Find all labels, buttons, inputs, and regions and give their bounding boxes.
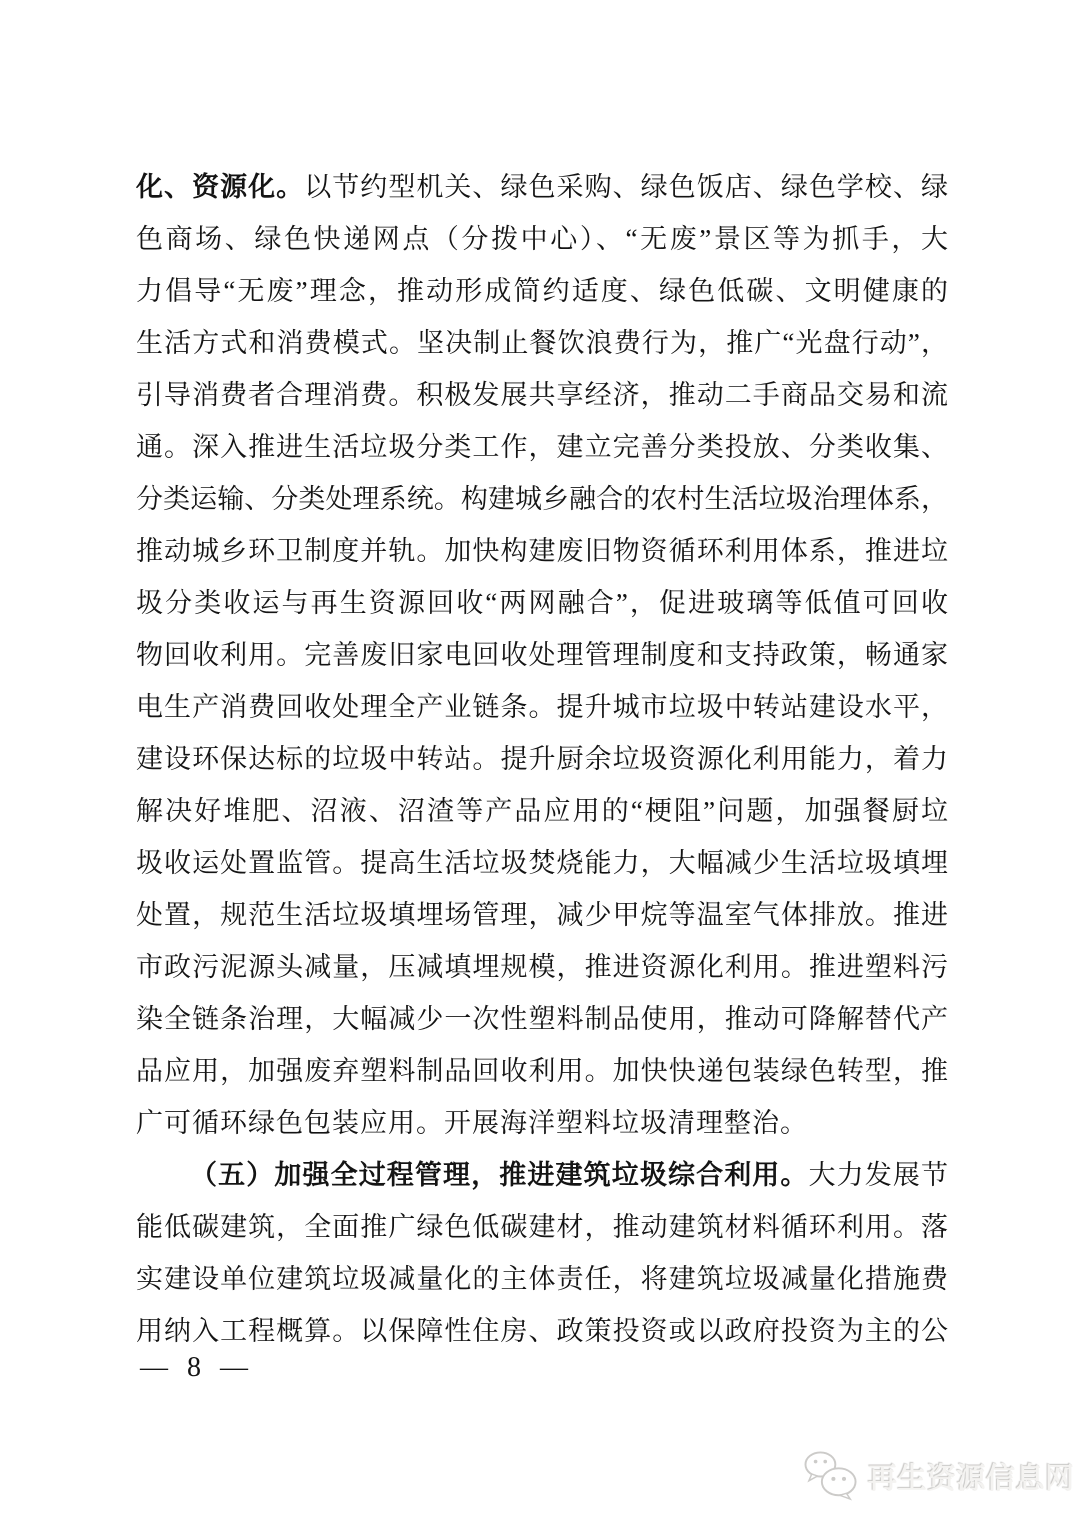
text-line xyxy=(136,1149,948,1201)
body-text: 能低碳建筑，全面推广绿色低碳建材，推动建筑材料循环利用。落 xyxy=(136,1212,948,1242)
document-body xyxy=(136,161,948,1357)
text-line xyxy=(136,941,948,993)
body-text: 圾收运处置监管。提高生活垃圾焚烧能力，大幅减少生活垃圾填埋 xyxy=(136,848,948,878)
wechat-icon xyxy=(802,1450,860,1502)
text-line xyxy=(136,213,948,265)
watermark xyxy=(802,1450,1075,1502)
body-text: 分类运输、分类处理系统。构建城乡融合的农村生活垃圾治理体系， xyxy=(136,484,948,514)
text-line xyxy=(136,265,948,317)
text-line xyxy=(136,1253,948,1305)
body-text: 生活方式和消费模式。坚决制止餐饮浪费行为，推广“光盘行动”， xyxy=(136,328,948,358)
text-line xyxy=(136,1045,948,1097)
text-line xyxy=(136,421,948,473)
body-text: 实建设单位建筑垃圾减量化的主体责任，将建筑垃圾减量化措施费 xyxy=(136,1264,948,1294)
body-text: 市政污泥源头减量，压减填埋规模，推进资源化利用。推进塑料污 xyxy=(136,952,948,982)
body-text: 物回收利用。完善废旧家电回收处理管理制度和支持政策，畅通家 xyxy=(136,640,948,670)
body-text: 处置，规范生活垃圾填埋场管理，减少甲烷等温室气体排放。推进 xyxy=(136,900,948,930)
body-text: 广可循环绿色包装应用。开展海洋塑料垃圾清理整治。 xyxy=(136,1108,808,1138)
body-text: 色商场、绿色快递网点（分拨中心）、“无废”景区等为抓手，大 xyxy=(136,224,948,254)
text-line xyxy=(136,889,948,941)
body-text: 大力发展节 xyxy=(808,1160,949,1190)
body-text: 以节约型机关、绿色采购、绿色饭店、绿色学校、绿 xyxy=(304,172,949,202)
bold-text: 化、资源化。 xyxy=(136,172,305,202)
text-line xyxy=(136,733,948,785)
text-line xyxy=(136,681,948,733)
text-line xyxy=(136,317,948,369)
text-line xyxy=(136,1305,948,1357)
text-line xyxy=(136,629,948,681)
body-text: 用纳入工程概算。以保障性住房、政策投资或以政府投资为主的公 xyxy=(136,1316,948,1346)
body-text: 解决好堆肥、沼液、沼渣等产品应用的“梗阻”问题，加强餐厨垃 xyxy=(136,796,948,826)
body-text: 染全链条治理，大幅减少一次性塑料制品使用，推动可降解替代产 xyxy=(136,1004,948,1034)
text-line xyxy=(136,525,948,577)
body-text: 推动城乡环卫制度并轨。加快构建废旧物资循环利用体系，推进垃 xyxy=(136,536,948,566)
text-line xyxy=(136,1097,948,1149)
body-text: 圾分类收运与再生资源回收“两网融合”，促进玻璃等低值可回收 xyxy=(136,588,948,618)
text-line xyxy=(136,473,948,525)
text-line xyxy=(136,837,948,889)
watermark-text: 再生资源信息网 xyxy=(868,1462,1075,1495)
body-text: 电生产消费回收处理全产业链条。提升城市垃圾中转站建设水平， xyxy=(136,692,948,722)
page-number: — 8 — xyxy=(140,1352,254,1383)
text-line xyxy=(136,369,948,421)
body-text: 品应用，加强废弃塑料制品回收利用。加快快递包装绿色转型，推 xyxy=(136,1056,948,1086)
text-line xyxy=(136,577,948,629)
body-text: 力倡导“无废”理念，推动形成简约适度、绿色低碳、文明健康的 xyxy=(136,276,948,306)
text-line xyxy=(136,161,948,213)
body-text: 建设环保达标的垃圾中转站。提升厨余垃圾资源化利用能力，着力 xyxy=(136,744,948,774)
bold-text: （五）加强全过程管理，推进建筑垃圾综合利用。 xyxy=(190,1160,809,1190)
body-text: 通。深入推进生活垃圾分类工作，建立完善分类投放、分类收集、 xyxy=(136,432,948,462)
body-text: 引导消费者合理消费。积极发展共享经济，推动二手商品交易和流 xyxy=(136,380,948,410)
text-line xyxy=(136,785,948,837)
text-line xyxy=(136,993,948,1045)
text-line xyxy=(136,1201,948,1253)
